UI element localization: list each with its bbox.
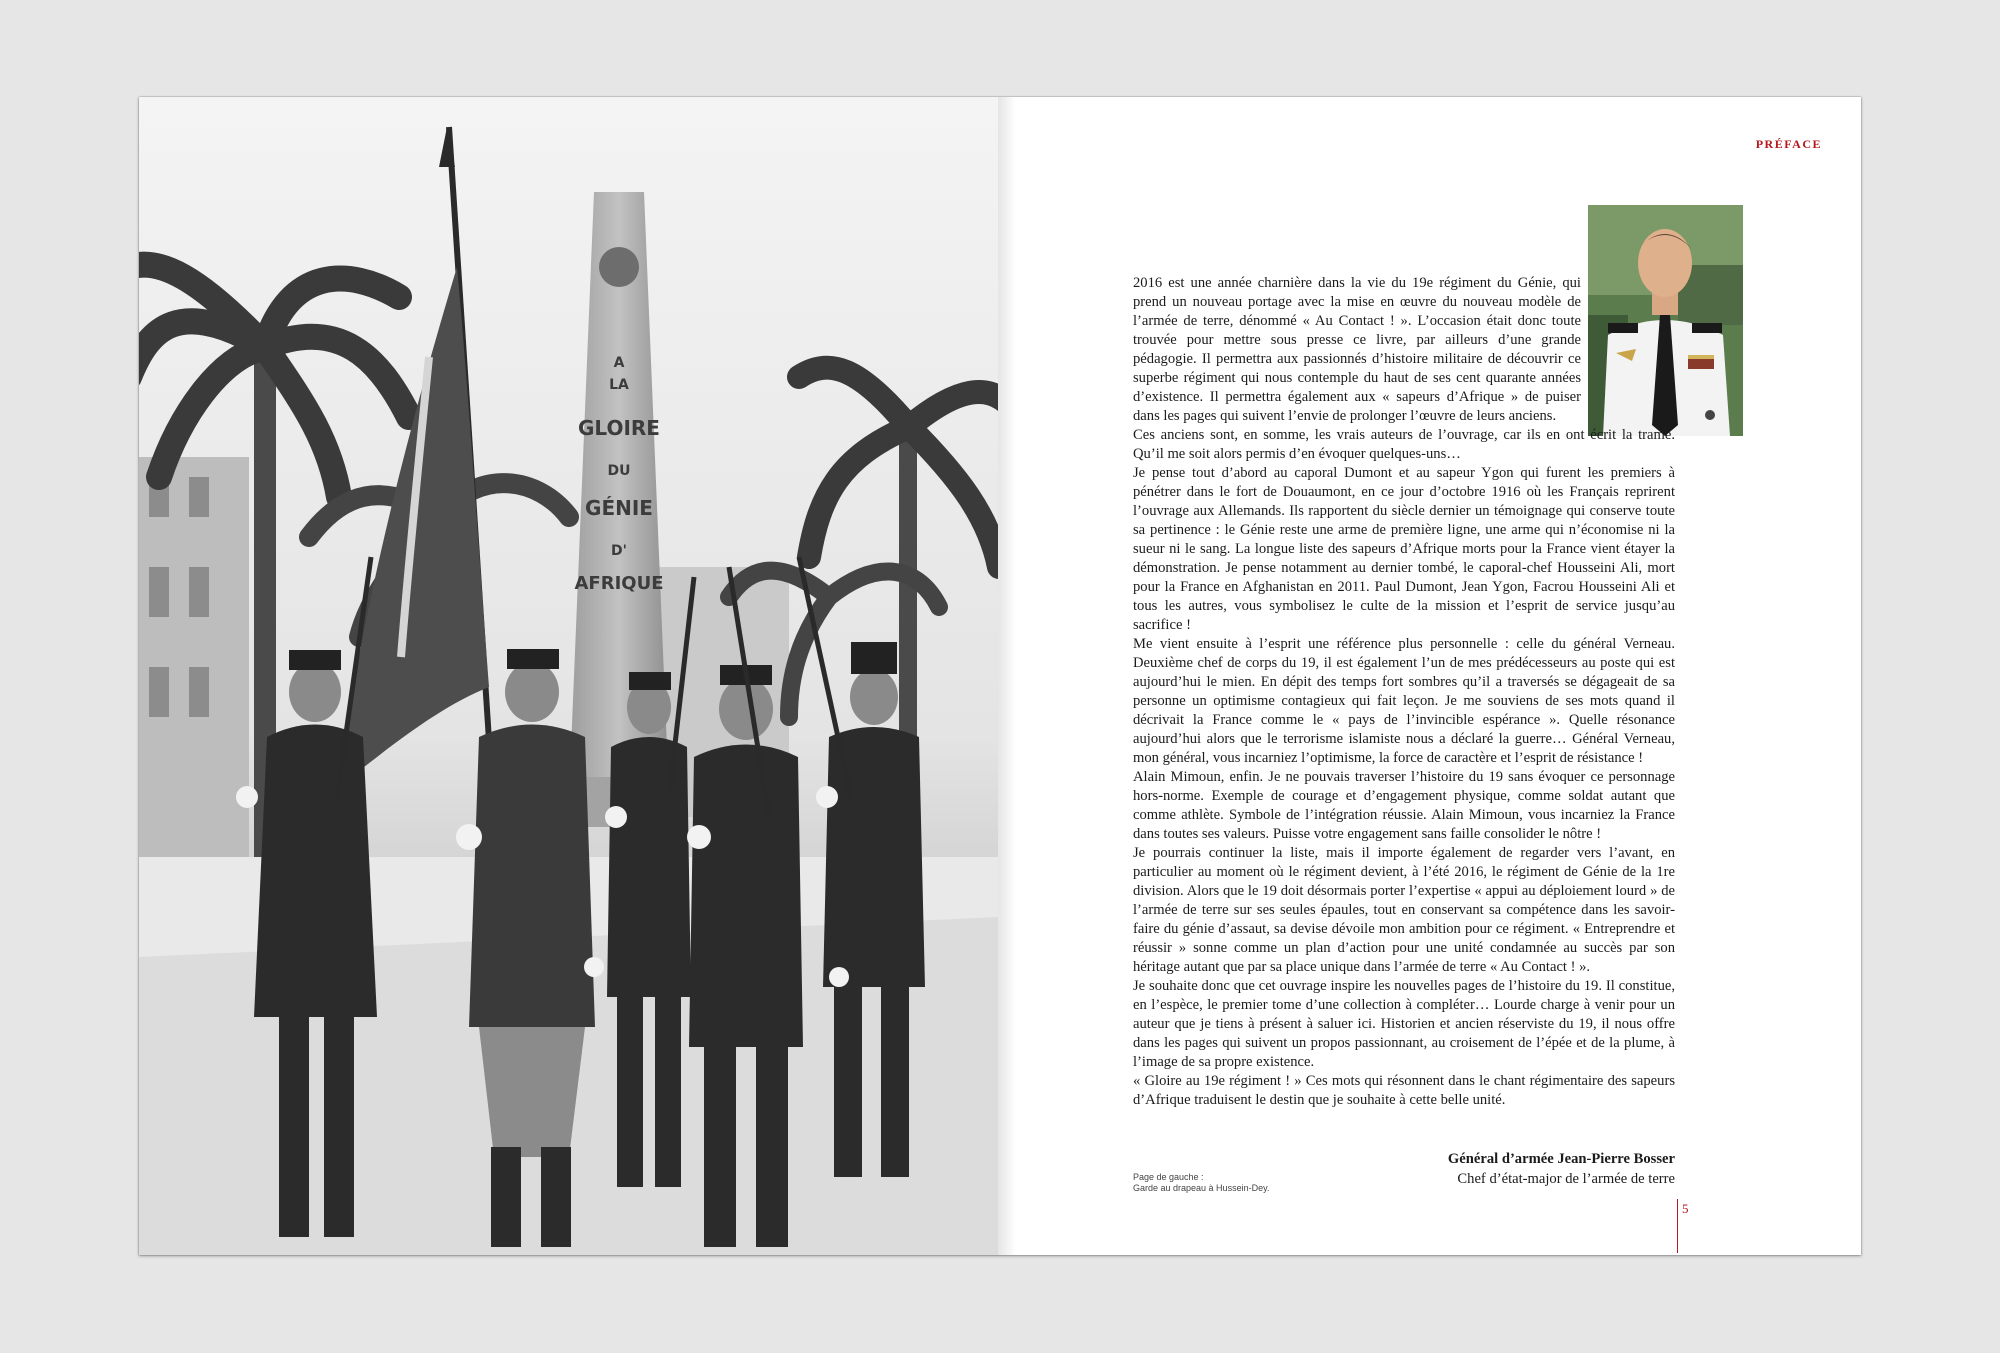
caption-line: Garde au drapeau à Hussein-Dey. [1133, 1183, 1270, 1193]
signature-title: Chef d’état-major de l’armée de terre [1457, 1171, 1675, 1187]
monument-line: GÉNIE [585, 496, 653, 520]
signature-block [1448, 1149, 1675, 1189]
page-number: 5 [1682, 1201, 1689, 1216]
paragraph: Alain Mimoun, enfin. Je ne pouvais traverser l’histoire du 19 sans évoquer ce personnage hors-norme. Exemple de courage et d’engagement physique, comme soldat autant que comme athlète. Symbole de l’intégration réussie. Alain Mimoun, vous incarniez la France dans toutes ses valeurs. Puisse votre engagement sans faille consolider le nôtre ! [1133, 769, 1675, 842]
photo-caption [1133, 1172, 1393, 1194]
preface-body [1133, 274, 1675, 1110]
book-spread [139, 97, 1861, 1255]
book-gutter [998, 97, 1016, 1255]
monument-line: A [613, 355, 625, 371]
monument-line: D' [611, 543, 627, 559]
historical-photo [139, 97, 998, 1255]
caption-line: Page de gauche : [1133, 1172, 1204, 1182]
signature-name: Général d’armée Jean-Pierre Bosser [1447, 1151, 1675, 1167]
paragraph: « Gloire au 19e régiment ! » Ces mots qui résonnent dans le chant régimentaire des sapeurs d’Afrique traduisent le destin que je souhaite à cette belle unité. [1133, 1073, 1675, 1108]
monument-line: LA [609, 377, 629, 393]
section-title: PRÉFACE [1755, 137, 1822, 151]
paragraph: 2016 est une année charnière dans la vie du 19e régiment du Génie, qui prend un nouveau portage avec la mise en œuvre du nouveau modèle de l’armée de terre, dénommé « Au Contact ! ». L’occasion était donc toute trouvée pour mettre sous presse ce livre, par ailleurs d’une grande pédagogie. Il permettra aux passionnés d’histoire militaire de découvrir ce superbe régiment qui nous contemple du haut de ses cent quarante années d’existence. Il permettra également aux « sapeurs d’Afrique » de puiser dans les pages qui suivent l’envie de prolonger l’œuvre de leurs anciens. [1133, 275, 1581, 424]
paragraph: Je pense tout d’abord au caporal Dumont et au sapeur Ygon qui furent les premiers à pénétrer dans le fort de Douaumont, en ce jour d’octobre 1916 où les Français reprirent l’ouvrage aux Allemands. Ils rapportent du siècle dernier un témoignage qui conserve toute sa pertinence : le Génie reste une arme de première ligne, une arme qui n’économise ni la sueur ni le sang. La longue liste des sapeurs d’Afrique morts pour la France vient étayer la démonstration. Je pense notamment au dernier tombé, le caporal-chef Housseini Ali, mort pour la France en Afghanistan en 2011. Paul Dumont, Jean Ygon, Facrou Housseini Ali et tous les autres, vous symbolisez le culte de la mission et l’esprit de service jusqu’au sacrifice ! [1133, 465, 1675, 633]
monument-line: DU [607, 463, 631, 479]
monument-line: AFRIQUE [574, 573, 664, 594]
paragraph: Me vient ensuite à l’esprit une référence plus personnelle : celle du général Verneau. Deuxième chef de corps du 19, il est également l’un de mes prédécesseurs au poste qui est aujourd’hui le mien. En dépit des temps fort sombres qu’il a traversés se dégageait de sa personne un optimisme contagieux qui fait leçon. Je me souviens de ses mots quand il décrivait la France comme le « pays de l’invincible espérance ». Quelle résonance aujourd’hui alors que le terrorisme islamiste nous a déclaré la guerre… Général Verneau, mon général, vous incarniez l’optimisme, la force de caractère et l’esprit de résistance ! [1133, 636, 1675, 766]
monument-line: GLOIRE [578, 416, 660, 440]
page-number-rule [1677, 1199, 1678, 1253]
paragraph: Ces anciens sont, en somme, les vrais auteurs de l’ouvrage, car ils en ont écrit la trame. Qu’il me soit alors permis d’en évoquer quelques-uns… [1133, 427, 1675, 462]
paragraph: Je pourrais continuer la liste, mais il importe également de regarder vers l’avant, en particulier au moment où le régiment devient, à l’été 2016, le régiment de Génie de la 1re division. Alors que le 19 doit désormais porter l’expertise « appui au déploiement lourd » de l’armée de terre sur ses seules épaules, tout en conservant sa compétence dans les savoir-faire du génie d’assaut, sa devise dévoile mon ambition pour ce régiment. « Entreprendre et réussir » sonne comme un plan d’action pour une unité condamnée au succès par son héritage autant que par sa place unique dans l’armée de terre « Au Contact ! ». [1133, 845, 1675, 975]
paragraph: Je souhaite donc que cet ouvrage inspire les nouvelles pages de l’histoire du 19. Il constitue, en l’espèce, le premier tome d’une collection à compléter… Lourde charge à venir pour un auteur que je tiens à présent à saluer ici. Historien et ancien réserviste du 19, il nous offre dans les pages qui suivent un propos passionnant, au croisement de l’épée et de la plume, à l’image de sa propre existence. [1133, 978, 1675, 1070]
